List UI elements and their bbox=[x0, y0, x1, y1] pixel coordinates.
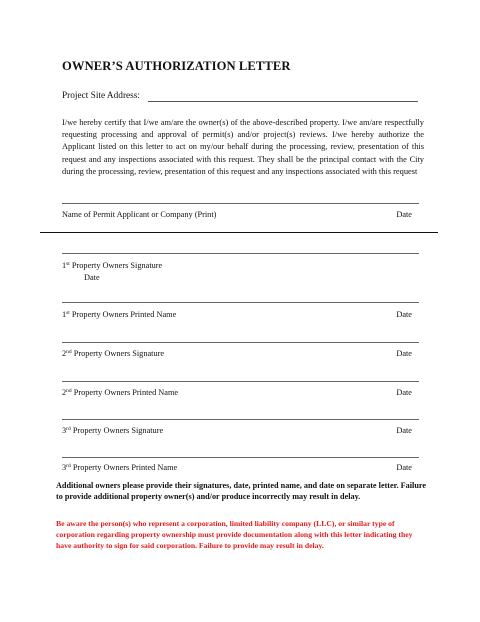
additional-owners-note: Additional owners please provide their signatures, date, printed name, and date on separate letter. Failure to provide additional property owner(s) and/or produce incorrectly may result in delay. bbox=[56, 481, 426, 502]
owner2-signature-date-label: Date bbox=[396, 349, 412, 358]
certification-paragraph: I/we hereby certify that I/we am/are the owner(s) of the above-described property. I/we am/are respectfully requesting processing and approval of permit(s) and/or project(s) reviews. I/we hereby authorize the Applicant listed on this letter to act on my/our behalf during the processing, review, presentation of this request and any inspections associated with this request. They shall be the principal contact with the City during the processing, review, presentation of this request and any inspections associated with this request bbox=[62, 118, 424, 176]
owner2-printed-label: 2nd Property Owners Printed Name bbox=[62, 388, 179, 397]
owner2-printed-date-label: Date bbox=[396, 388, 412, 397]
project-site-label: Project Site Address: bbox=[62, 91, 140, 101]
owner1-signature-label: 1st Property Owners Signature bbox=[62, 261, 163, 270]
owner2-printed-line[interactable] bbox=[62, 381, 419, 382]
applicant-date-label: Date bbox=[396, 210, 412, 219]
owner3-signature-line[interactable] bbox=[62, 419, 419, 420]
owner1-signature-date-label: Date bbox=[84, 273, 100, 282]
owner1-printed-line[interactable] bbox=[62, 302, 419, 303]
letter-title: OWNER’S AUTHORIZATION LETTER bbox=[62, 59, 291, 73]
applicant-signature-line[interactable] bbox=[62, 203, 419, 204]
owner3-printed-label: 3rd Property Owners Printed Name bbox=[62, 463, 178, 472]
owner1-printed-label: 1st Property Owners Printed Name bbox=[62, 310, 177, 319]
owner3-printed-line[interactable] bbox=[62, 457, 419, 458]
owner2-signature-label: 2nd Property Owners Signature bbox=[62, 349, 165, 358]
section-divider bbox=[40, 232, 438, 233]
corporation-warning-note: Be aware the person(s) who represent a corporation, limited liability company (LLC), or similar type of corporation regarding property ownership must provide documentation along with this letter indicating they have authority to sign for said corporation. Failure to provide may result in delay. bbox=[56, 519, 413, 551]
owner3-signature-date-label: Date bbox=[396, 426, 412, 435]
project-site-address-line[interactable] bbox=[148, 101, 418, 102]
owner1-signature-line[interactable] bbox=[62, 253, 419, 254]
owner1-printed-date-label: Date bbox=[396, 310, 412, 319]
applicant-label: Name of Permit Applicant or Company (Print) bbox=[62, 210, 217, 219]
owner3-printed-date-label: Date bbox=[396, 463, 412, 472]
owner3-signature-label: 3rd Property Owners Signature bbox=[62, 426, 164, 435]
owner2-signature-line[interactable] bbox=[62, 342, 419, 343]
